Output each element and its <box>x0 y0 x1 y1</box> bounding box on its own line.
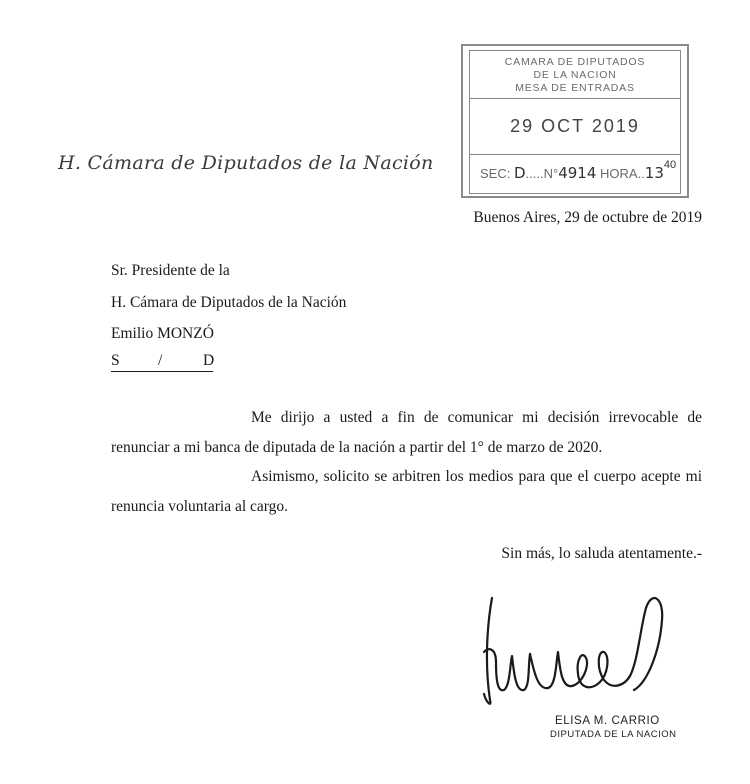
sd-s: S <box>111 352 120 369</box>
body-paragraph-2: Asimismo, solicito se arbitren los medios para que el cuerpo acepte mi renuncia voluntaria al cargo. <box>111 468 702 515</box>
letterhead: H. Cámara de Diputados de la Nación <box>58 152 434 174</box>
stamp-line-1: CAMARA DE DIPUTADOS <box>504 56 646 68</box>
stamp-minutes: 40 <box>663 159 677 171</box>
recipient-line-2: H. Cámara de Diputados de la Nación <box>111 294 347 311</box>
sd-d: D <box>203 352 215 369</box>
stamp-header-box <box>469 50 681 99</box>
stamp-sec-value: D <box>513 164 526 182</box>
handwritten-signature <box>478 590 693 710</box>
stamp-registry-row: SEC: D.....N°4914 HORA..13$^{40}$ <box>469 153 681 194</box>
stamp-date: 29 OCT 2019 <box>469 98 681 155</box>
stamp-hour-value: 13 <box>644 164 664 182</box>
signature-name: ELISA M. CARRIO <box>555 715 660 727</box>
stamp-hour-label: HORA <box>600 166 638 181</box>
reception-stamp <box>461 44 689 198</box>
sd-slash: / <box>158 352 163 369</box>
date-line: Buenos Aires, 29 de octubre de 2019 <box>473 209 702 226</box>
stamp-sec-label: SEC <box>480 166 507 181</box>
recipient-line-3: Emilio MONZÓ <box>111 325 214 342</box>
closing-line: Sin más, lo saluda atentamente.- <box>501 545 702 562</box>
stamp-number-label: N° <box>543 166 559 181</box>
recipient-line-1: Sr. Presidente de la <box>111 262 230 279</box>
su-despacho <box>111 352 213 372</box>
body-paragraph-1: Me dirijo a usted a fin de comunicar mi decisión irrevocable de renunciar a mi banca de diputada de la nación a partir del 1° de marzo de 2020. <box>111 409 702 456</box>
stamp-line-3: MESA DE ENTRADAS <box>515 82 635 94</box>
stamp-line-2: DE LA NACION <box>533 69 617 81</box>
signature-title: DIPUTADA DE LA NACION <box>550 729 677 740</box>
stamp-number-value: 4914 <box>558 164 597 182</box>
